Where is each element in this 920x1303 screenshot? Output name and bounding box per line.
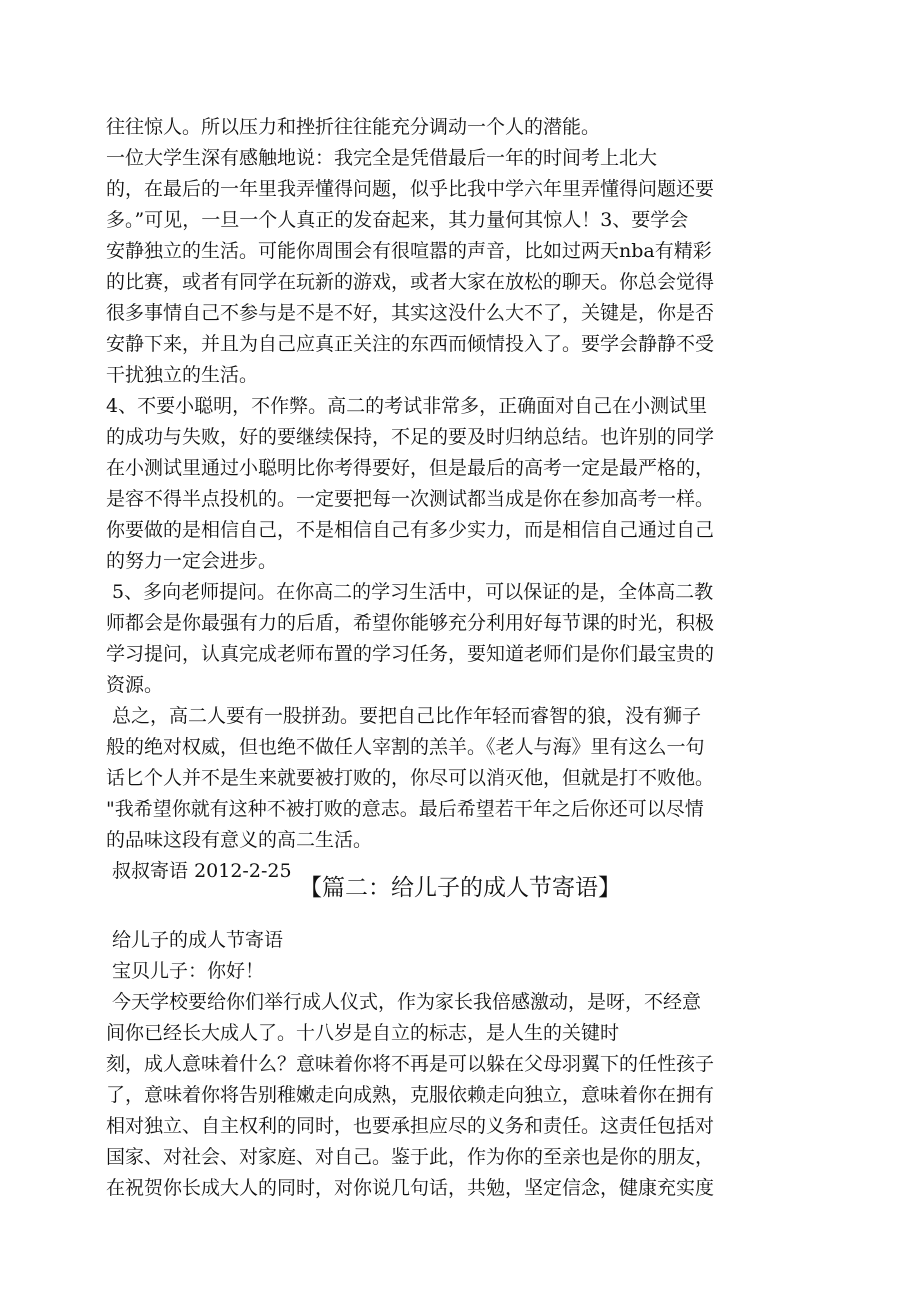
text-line: 的比赛，或者有同学在玩新的游戏，或者大家在放松的聊天。你总会觉得	[106, 271, 715, 293]
letter-title: 给儿子的成人节寄语	[106, 929, 284, 951]
text-line: 一位大学生深有感触地说：我完全是凭借最后一年的时间考上北大	[106, 147, 658, 169]
text-line: 国家、对社会、对家庭、对自己。鉴于此，作为你的至亲也是你的朋友，	[106, 1146, 715, 1168]
text-line: 刻，成人意味着什么？意味着你将不再是可以躲在父母羽翼下的任性孩子	[106, 1053, 715, 1075]
text-line: 的，在最后的一年里我弄懂得问题，似乎比我中学六年里弄懂得问题还要	[106, 178, 715, 200]
letter-greeting: 宝贝儿子：你好！	[106, 960, 265, 982]
text-line: "我希望你就有这种不被打败的意志。最后希望若干年之后你还可以尽情	[106, 798, 704, 820]
text-line: 间你已经长大成人了。十八岁是自立的标志，是人生的关键时	[106, 1022, 620, 1044]
text-line: 了，意味着你将告别稚嫩走向成熟，克服依赖走向独立，意味着你在拥有	[106, 1084, 715, 1106]
section-heading: 【篇二：给儿子的成人节寄语】	[299, 875, 621, 901]
text-line: 资源。	[106, 674, 164, 696]
text-line: 在小测试里通过小聪明比你考得要好，但是最后的高考一定是最严格的，	[106, 457, 715, 479]
text-line: 相对独立、自主权利的同时，也要承担应尽的义务和责任。这责任包括对	[106, 1115, 715, 1137]
text-line: 的努力一定会进步。	[106, 550, 278, 572]
text-line: 干扰独立的生活。	[106, 364, 259, 386]
text-line: 往往惊人。所以压力和挫折往往能充分调动一个人的潜能。	[106, 116, 601, 138]
text-line: 般的绝对权威，但也绝不做任人宰割的羔羊。《老人与海》里有这么一句	[106, 736, 705, 758]
text-line: 话匕个人并不是生来就要被打败的，你尽可以消灭他，但就是打不败他。	[106, 767, 715, 789]
text-line: 你要做的是相信自己，不是相信自己有多少实力，而是相信自己通过自己	[106, 519, 715, 541]
text-line: 今天学校要给你们举行成人仪式，作为家长我倍感激动，是呀，不经意	[106, 991, 702, 1013]
text-line: 很多事情自己不参与是不是不好，其实这没什么大不了，关键是，你是否	[106, 302, 715, 324]
text-line: 总之，高二人要有一股拼劲。要把自己比作年轻而睿智的狼，没有狮子	[106, 705, 702, 727]
text-line: 师都会是你最强有力的后盾，希望你能够充分利用好每节课的时光，积极	[106, 612, 715, 634]
text-line: 在祝贺你长成大人的同时，对你说几句话，共勉，坚定信念，健康充实度	[106, 1177, 715, 1199]
body-text-section-2	[106, 925, 796, 1204]
text-line: 多。”可见，一旦一个人真正的发奋起来，其力量何其惊人！3、要学会	[106, 209, 689, 231]
text-line: 5、多向老师提问。在你高二的学习生活中，可以保证的是，全体高二教	[106, 581, 714, 603]
text-line: 是容不得半点投机的。一定要把每一次测试都当成是你在参加高考一样。	[106, 488, 715, 510]
body-text-section-1	[106, 112, 796, 887]
text-line: 4、不要小聪明，不作弊。高二的考试非常多，正确面对自己在小测试里	[106, 395, 708, 417]
text-line: 的成功与失败，好的要继续保持，不足的要及时归纳总结。也许别的同学	[106, 426, 715, 448]
text-line: 学习提问，认真完成老师布置的学习任务，要知道老师们是你们最宝贵的	[106, 643, 715, 665]
text-line: 安静独立的生活。可能你周围会有很喧嚣的声音，比如过两天nba有精彩	[106, 240, 712, 262]
signature-line: 叔叔寄语 2012-2-25	[106, 860, 292, 882]
text-line: 安静下来，并且为自己应真正关注的东西而倾情投入了。要学会静静不受	[106, 333, 715, 355]
text-line: 的品味这段有意义的高二生活。	[106, 829, 373, 851]
